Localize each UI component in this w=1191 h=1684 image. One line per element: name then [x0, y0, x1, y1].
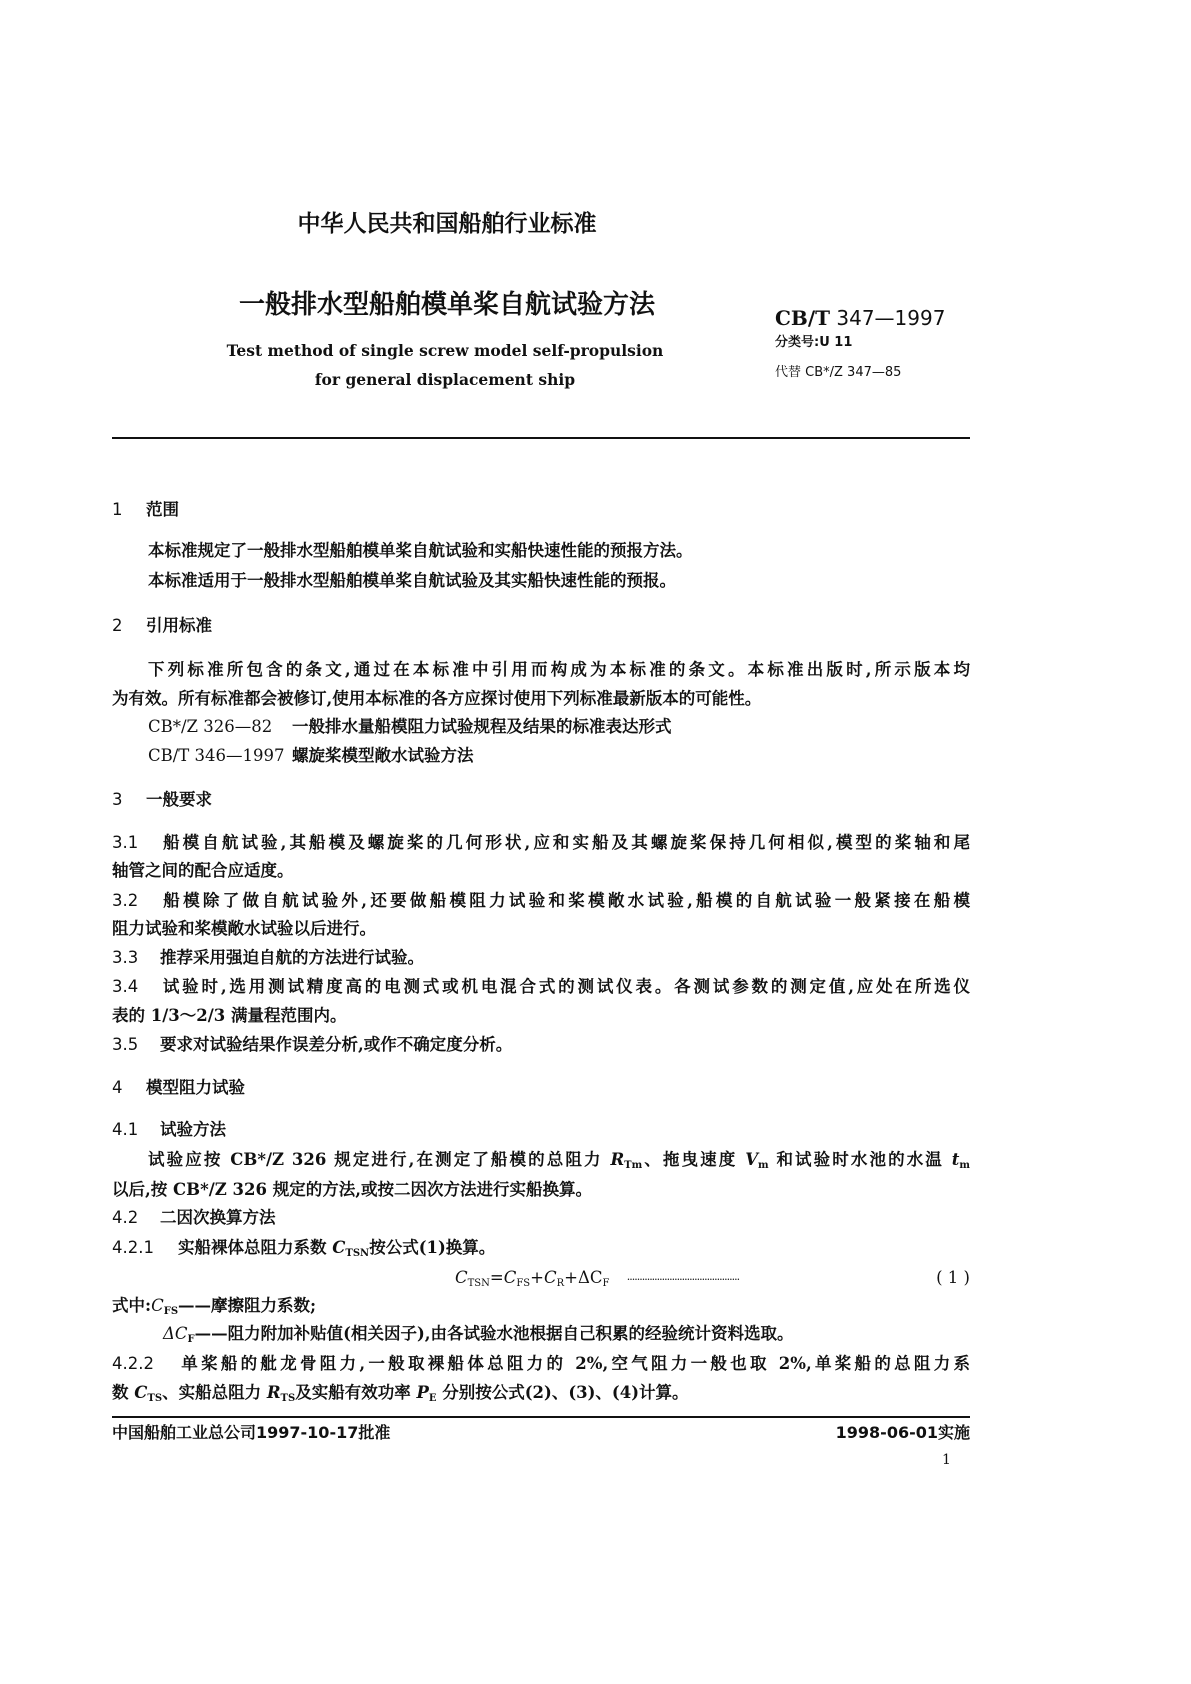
- clause-number: 4.1: [112, 1120, 139, 1139]
- paragraph: 为有效。所有标准都会被修订,使用本标准的各方应探讨使用下列标准最新版本的可能性。: [112, 689, 762, 708]
- text: ——阻力附加补贴值(相关因子),由各试验水池根据自己积累的经验统计资料选取。: [194, 1324, 794, 1343]
- subscript: FS: [163, 1306, 179, 1317]
- ref-title: 螺旋桨模型敞水试验方法: [292, 746, 474, 765]
- paragraph: 本标准适用于一般排水型船舶模单桨自航试验及其实船快速性能的预报。: [148, 571, 676, 590]
- symbol: C: [151, 1296, 164, 1315]
- symbol: t: [951, 1150, 960, 1169]
- subscript: TSN: [345, 1248, 370, 1259]
- section-title: 范围: [146, 500, 179, 519]
- std-number: 347—1997: [836, 306, 946, 330]
- clause-text: 要求对试验结果作误差分析,或作不确定度分析。: [160, 1035, 513, 1054]
- clause-text: 轴管之间的配合应适度。: [112, 861, 294, 880]
- subscript: m: [959, 1160, 970, 1171]
- clause-3-4: [112, 976, 970, 998]
- ref-code: CB/T 346—1997: [148, 746, 285, 765]
- section-4-heading: [112, 1077, 970, 1099]
- clause-number: 4.2: [112, 1208, 139, 1227]
- approval: 中国船舶工业总公司1997-10-17批准: [112, 1423, 391, 1442]
- clause-3-3: [112, 947, 970, 969]
- clause-text: 试验时,选用测试精度高的电测式或机电混合式的测试仪表。各测试参数的测定值,应处在所选仪: [160, 977, 970, 996]
- implementation: 1998-06-01实施: [835, 1423, 970, 1442]
- text: =: [489, 1268, 504, 1287]
- symbol: C: [543, 1268, 557, 1287]
- ref-code: CB*/Z 326—82: [148, 717, 273, 736]
- subscript: TSN: [467, 1278, 490, 1289]
- clause-text: 表的 1/3～2/3 满量程范围内。: [112, 1006, 347, 1025]
- title-cn: 一般排水型船舶模单桨自航试验方法: [238, 290, 655, 320]
- section-title: 模型阻力试验: [146, 1078, 245, 1097]
- formula-number: ( 1 ): [936, 1268, 970, 1287]
- clause-4-2-2: [112, 1353, 970, 1375]
- text: ——摩擦阻力系数;: [178, 1296, 317, 1315]
- symbol: ΔC: [163, 1324, 188, 1343]
- text: 、实船总阻力: [162, 1383, 267, 1402]
- text: 和试验时水池的水温: [768, 1150, 952, 1169]
- clause-3-1: [112, 832, 970, 854]
- subscript: Tm: [624, 1160, 643, 1171]
- where-1: [112, 1295, 970, 1323]
- reference: [148, 745, 970, 767]
- text: 按公式(1)换算。: [369, 1238, 496, 1257]
- clause-title: 二因次换算方法: [160, 1208, 276, 1227]
- text: 数: [112, 1383, 135, 1402]
- paragraph: 本标准规定了一般排水型船舶模单桨自航试验和实船快速性能的预报方法。: [148, 541, 693, 560]
- clause-4-2: [112, 1207, 970, 1229]
- section-2-heading: [112, 615, 970, 637]
- reference: [148, 716, 970, 738]
- clause-text: 阻力试验和桨模敞水试验以后进行。: [112, 919, 376, 938]
- subscript: m: [758, 1160, 769, 1171]
- clause-3-5: [112, 1034, 970, 1056]
- symbol: V: [745, 1150, 758, 1169]
- subscript: F: [187, 1334, 195, 1345]
- subscript: TS: [280, 1393, 296, 1404]
- clause-4-2-1: [112, 1237, 970, 1265]
- clause-3-2: [112, 890, 970, 912]
- clause-number: 3.4: [112, 977, 139, 996]
- section-title: 引用标准: [146, 616, 212, 635]
- ref-title: 一般排水量船模阻力试验规程及结果的标准表达形式: [292, 717, 672, 736]
- clause-number: 4.2.1: [112, 1238, 154, 1257]
- title-en-1: Test method of single screw model self-propulsion: [226, 341, 664, 360]
- clause-text: 船模除了做自航试验外,还要做船模阻力试验和桨模敞水试验,船模的自航试验一般紧接在船模: [160, 891, 970, 910]
- clause-4-1: [112, 1119, 970, 1141]
- paragraph: 以后,按 CB*/Z 326 规定的方法,或按二因次方法进行实船换算。: [112, 1180, 592, 1199]
- classification: 分类号:U 11: [775, 335, 853, 350]
- text: 试验应按 CB*/Z 326 规定进行,在测定了船模的总阻力: [148, 1150, 611, 1169]
- section-number: 3: [112, 790, 123, 809]
- org-title: 中华人民共和国船舶行业标准: [297, 211, 597, 237]
- symbol: R: [610, 1150, 625, 1169]
- symbol: C: [332, 1238, 346, 1257]
- section-number: 1: [112, 500, 123, 519]
- where-2: [163, 1323, 970, 1351]
- clause-number: 3.2: [112, 891, 139, 910]
- clause-number: 3.1: [112, 833, 139, 852]
- subscript: E: [428, 1393, 437, 1404]
- clause-text: 推荐采用强迫自航的方法进行试验。: [160, 948, 424, 967]
- text: +: [530, 1268, 544, 1287]
- leader-dots: ·············································: [626, 1273, 740, 1286]
- section-number: 2: [112, 616, 123, 635]
- title-en-2: for general displacement ship: [314, 370, 576, 389]
- subscript: F: [602, 1278, 610, 1289]
- section-title: 一般要求: [146, 790, 212, 809]
- section-1-heading: [112, 499, 970, 521]
- section-number: 4: [112, 1078, 123, 1097]
- symbol: C: [455, 1268, 468, 1287]
- symbol: C: [134, 1383, 148, 1402]
- paragraph: [112, 1382, 970, 1410]
- clause-title: 试验方法: [160, 1120, 226, 1139]
- symbol: C: [503, 1268, 517, 1287]
- clause-number: 3.3: [112, 948, 139, 967]
- clause-text: 船模自航试验,其船模及螺旋桨的几何形状,应和实船及其螺旋桨保持几何相似,模型的桨轴和尾: [160, 833, 970, 852]
- text: 式中:: [112, 1296, 152, 1315]
- text: 、拖曳速度: [642, 1150, 746, 1169]
- section-3-heading: [112, 789, 970, 811]
- header-rule: [112, 437, 970, 439]
- std-prefix: CB/T: [775, 306, 831, 330]
- text: +ΔC: [564, 1268, 603, 1287]
- clause-number: 4.2.2: [112, 1354, 154, 1373]
- symbol: R: [266, 1383, 281, 1402]
- subscript: R: [556, 1278, 565, 1289]
- subscript: TS: [147, 1393, 163, 1404]
- standard-number: [775, 306, 945, 330]
- text: 及实船有效功率: [295, 1383, 417, 1402]
- formula-1: [455, 1267, 970, 1295]
- text: 单桨船的舭龙骨阻力,一般取裸船体总阻力的 2%,空气阻力一般也取 2%,单桨船的总阻力系: [178, 1354, 970, 1373]
- text: 实船裸体总阻力系数: [178, 1238, 333, 1257]
- footer-rule: [112, 1416, 970, 1418]
- text: 分别按公式(2)、(3)、(4)计算。: [436, 1383, 689, 1402]
- page-number: 1: [942, 1452, 951, 1468]
- paragraph: [148, 1149, 970, 1177]
- subscript: FS: [516, 1278, 531, 1289]
- paragraph: 下列标准所包含的条文,通过在本标准中引用而构成为本标准的条文。本标准出版时,所示版本均: [148, 660, 970, 679]
- clause-number: 3.5: [112, 1035, 139, 1054]
- replaces: 代替 CB*/Z 347—85: [775, 365, 902, 380]
- symbol: P: [416, 1383, 429, 1402]
